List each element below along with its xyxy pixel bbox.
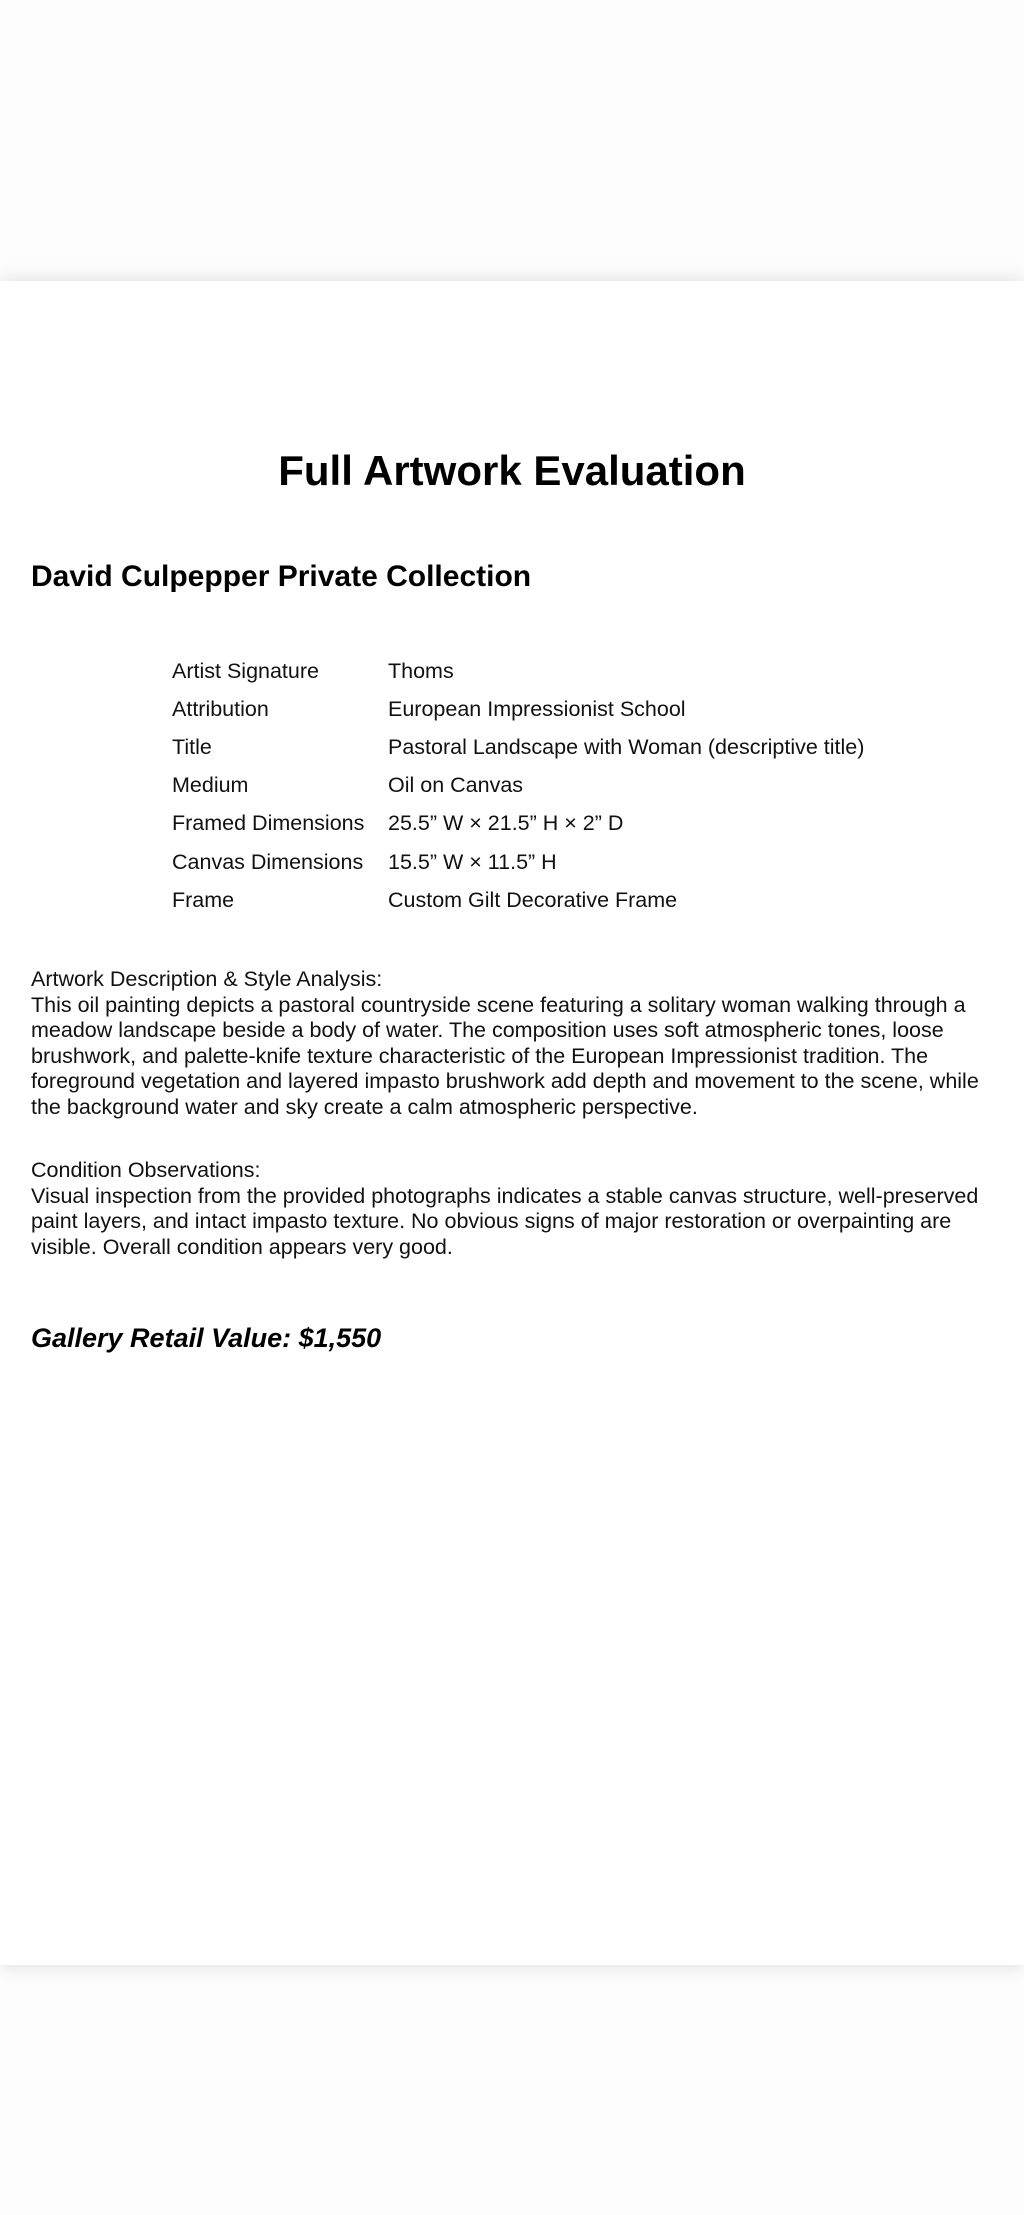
detail-value: Oil on Canvas	[388, 773, 524, 798]
collection-heading: David Culpepper Private Collection	[31, 560, 532, 593]
detail-row-canvas-dimensions	[172, 843, 864, 881]
detail-label: Framed Dimensions	[172, 811, 365, 836]
detail-row-medium	[172, 767, 864, 805]
artwork-details-table	[172, 652, 864, 919]
detail-value: Thoms	[388, 658, 454, 683]
detail-label: Canvas Dimensions	[172, 849, 364, 874]
document-page	[0, 281, 1024, 1965]
document-title: Full Artwork Evaluation	[278, 447, 746, 494]
detail-row-frame	[172, 881, 864, 919]
detail-label: Frame	[172, 887, 235, 912]
detail-row-artist-signature	[172, 652, 864, 690]
description-section	[31, 967, 1011, 1120]
detail-value: Custom Gilt Decorative Frame	[388, 887, 678, 912]
detail-label: Attribution	[172, 696, 269, 721]
detail-value: Pastoral Landscape with Woman (descriptive title)	[388, 734, 865, 759]
retail-value: Gallery Retail Value: $1,550	[31, 1323, 382, 1353]
detail-row-attribution	[172, 690, 864, 728]
description-body: This oil painting depicts a pastoral countryside scene featuring a solitary woman walking through a meadow landscape beside a body of water. The composition uses soft atmospheric tones, loose brushwork, and palette-knife texture characteristic of the European Impressionist tradition. The foreground vegetation and layered impasto brushwork add depth and movement to the scene, while the background water and sky create a calm atmospheric perspective.	[31, 992, 979, 1119]
detail-row-title	[172, 728, 864, 766]
detail-label: Title	[172, 734, 212, 759]
detail-value: 25.5” W × 21.5” H × 2” D	[388, 811, 624, 836]
description-heading: Artwork Description & Style Analysis:	[31, 967, 383, 991]
detail-row-framed-dimensions	[172, 805, 864, 843]
detail-label: Artist Signature	[172, 658, 319, 683]
detail-value: European Impressionist School	[388, 696, 686, 721]
condition-section	[31, 1158, 1011, 1260]
condition-body: Visual inspection from the provided photographs indicates a stable canvas structure, well-preserved paint layers, and intact impasto texture. No obvious signs of major restoration or overpainting are visible. Overall condition appears very good.	[31, 1183, 979, 1259]
condition-heading: Condition Observations:	[31, 1158, 261, 1182]
detail-value: 15.5” W × 11.5” H	[388, 849, 557, 874]
detail-label: Medium	[172, 773, 249, 798]
